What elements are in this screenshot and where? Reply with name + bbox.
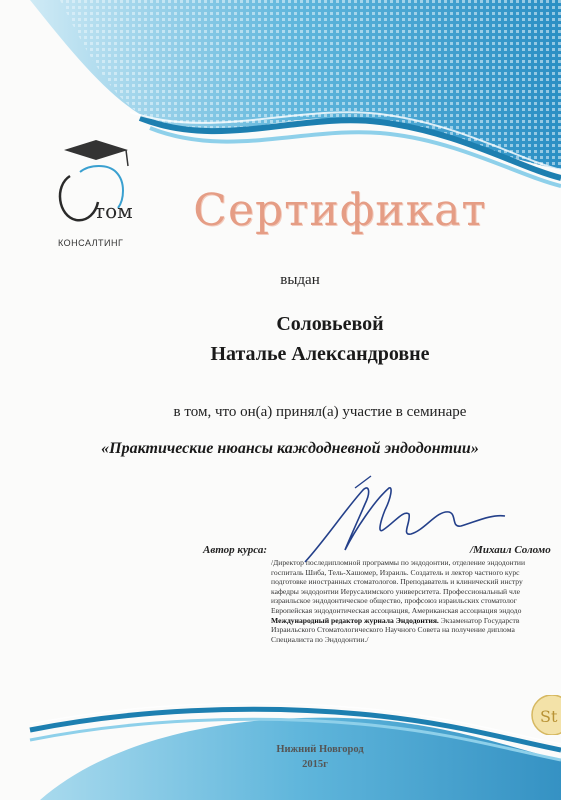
bio-line: /Директор последипломной программы по эндодонтии, отделение эндодонтии [271, 558, 526, 567]
bio-line: госпиталь Шиба, Тель-Хашомер, Израиль. Создатель и лектор частного курс [271, 567, 520, 577]
bio-line: кафедры эндодонтии Иерусалимского университета. Профессиональный чле [271, 586, 520, 596]
bio-line: подготовке иностранных стоматологов. Преподаватель и клинический инстру [271, 577, 523, 587]
course-author-label: Автор курса: [203, 544, 267, 556]
svg-text:St: St [540, 707, 558, 726]
issue-city: Нижний Новгород [276, 744, 364, 755]
bio-editor-role: Международный редактор журнала Эндодонтия. [271, 615, 439, 625]
bio-examiner-role: Экзаменатор Государств [438, 615, 520, 625]
issue-year: 2015г [302, 759, 328, 770]
certificate-title: Сертификат [193, 185, 487, 236]
seal-stamp [518, 695, 561, 735]
author-biography [271, 558, 561, 644]
bio-line [271, 616, 561, 626]
bio-line: Специалиста по Эндодонтии./ [271, 634, 369, 644]
svg-text:том: том [94, 199, 133, 223]
recipient-surname: Соловьевой [276, 313, 384, 335]
participation-statement: в том, что он(а) принял(а) участие в семинаре [173, 404, 467, 420]
course-author-name: /Михаил Соломо [470, 544, 551, 556]
bio-line: Израильского Стоматологического Научного Совета на получение диплома [271, 625, 515, 635]
bio-line: Европейская эндодонтическая ассоциация, Американская ассоциация эндодо [271, 605, 522, 615]
logo-caption: КОНСАЛТИНГ [58, 238, 124, 248]
issued-label: выдан [280, 272, 320, 288]
recipient-given-names: Наталье Александровне [210, 343, 430, 365]
bio-line: израильское эндодонтическое общество, профсоюз израильских стоматолог [271, 596, 517, 606]
seminar-title: «Практические нюансы каждодневной эндодонтии» [101, 440, 479, 457]
